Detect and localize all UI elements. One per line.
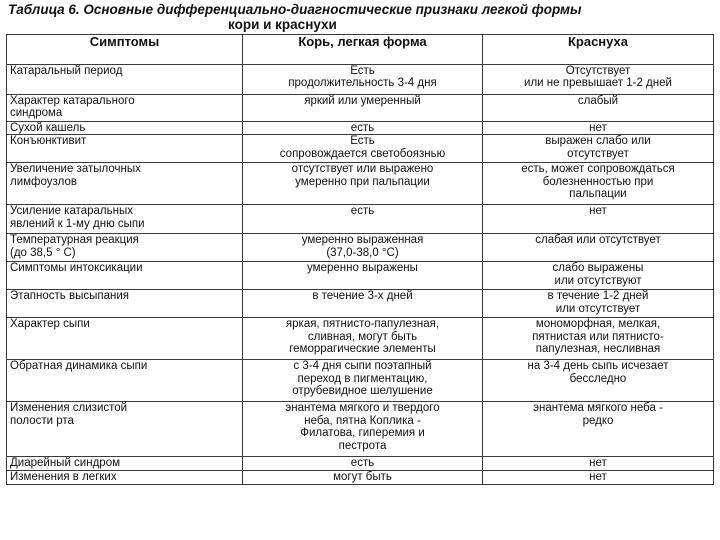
table-header-row <box>7 35 714 65</box>
symptom-cell: Усиление катаральных явлений к 1-му дню сыпи <box>7 205 243 234</box>
symptom-cell: Сухой кашель <box>7 122 243 135</box>
measles-cell: могут быть <box>243 471 483 485</box>
diagnostic-table <box>6 34 714 485</box>
symptom-cell: Изменения слизистой полости рта <box>7 402 243 457</box>
symptom-cell: Обратная динамика сыпи <box>7 360 243 402</box>
rubella-cell: мономорфная, мелкая, пятнистая или пятнисто- папулезная, несливная <box>483 318 714 360</box>
symptom-cell: Температурная реакция (до 38,5 ° С) <box>7 234 243 262</box>
rubella-cell: нет <box>483 471 714 485</box>
table-row <box>7 471 714 485</box>
symptom-cell: Этапность высыпания <box>7 290 243 318</box>
rubella-cell: выражен слабо или отсутствует <box>483 135 714 163</box>
rubella-cell: слабо выражены или отсутствуют <box>483 262 714 290</box>
symptom-cell: Характер катарального синдрома <box>7 95 243 122</box>
symptom-cell: Конъюнктивит <box>7 135 243 163</box>
table-row <box>7 122 714 135</box>
symptom-cell: Катаральный период <box>7 65 243 95</box>
measles-cell: есть <box>243 457 483 471</box>
measles-cell: умеренно выражены <box>243 262 483 290</box>
table-row <box>7 95 714 122</box>
rubella-cell: есть, может сопровождаться болезненностью при пальпации <box>483 163 714 205</box>
measles-cell: есть <box>243 122 483 135</box>
table-caption <box>8 2 708 32</box>
rubella-cell: в течение 1-2 дней или отсутствует <box>483 290 714 318</box>
rubella-cell: Отсутствует или не превышает 1-2 дней <box>483 65 714 95</box>
symptom-cell: Характер сыпи <box>7 318 243 360</box>
measles-cell: с 3-4 дня сыпи поэтапный переход в пигментацию, отрубевидное шелушение <box>243 360 483 402</box>
table-row <box>7 135 714 163</box>
table-row <box>7 290 714 318</box>
header-symptoms: Симптомы <box>7 35 243 65</box>
rubella-cell: слабая или отсутствует <box>483 234 714 262</box>
rubella-cell: нет <box>483 122 714 135</box>
symptom-cell: Увеличение затылочных лимфоузлов <box>7 163 243 205</box>
measles-cell: отсутствует или выражено умеренно при пальпации <box>243 163 483 205</box>
header-measles: Корь, легкая форма <box>243 35 483 65</box>
rubella-cell: на 3-4 день сыпь исчезает бесследно <box>483 360 714 402</box>
rubella-cell: слабый <box>483 95 714 122</box>
table-body <box>7 65 714 485</box>
table-caption-line2: кори и краснухи <box>228 17 337 32</box>
rubella-cell: нет <box>483 457 714 471</box>
table-row <box>7 65 714 95</box>
header-rubella: Краснуха <box>483 35 714 65</box>
symptom-cell: Изменения в легких <box>7 471 243 485</box>
measles-cell: умеренно выраженная (37,0-38,0 °С) <box>243 234 483 262</box>
measles-cell: есть <box>243 205 483 234</box>
table-row <box>7 205 714 234</box>
measles-cell: в течение 3-х дней <box>243 290 483 318</box>
table-caption-line1: Таблица 6. Основные дифференциально-диагностические признаки легкой формы <box>8 2 582 17</box>
symptom-cell: Симптомы интоксикации <box>7 262 243 290</box>
table-row <box>7 163 714 205</box>
table-row <box>7 234 714 262</box>
symptom-cell: Диарейный синдром <box>7 457 243 471</box>
measles-cell: яркая, пятнисто-папулезная, сливная, могут быть геморрагические элементы <box>243 318 483 360</box>
table-row <box>7 262 714 290</box>
measles-cell: яркий или умеренный <box>243 95 483 122</box>
table-row <box>7 402 714 457</box>
measles-cell: Есть продолжительность 3-4 дня <box>243 65 483 95</box>
rubella-cell: нет <box>483 205 714 234</box>
measles-cell: энантема мягкого и твердого неба, пятна Коплика - Филатова, гиперемия и пестрота <box>243 402 483 457</box>
measles-cell: Есть сопровождается светобоязнью <box>243 135 483 163</box>
table-row <box>7 457 714 471</box>
table-row <box>7 318 714 360</box>
rubella-cell: энантема мягкого неба - редко <box>483 402 714 457</box>
table-row <box>7 360 714 402</box>
